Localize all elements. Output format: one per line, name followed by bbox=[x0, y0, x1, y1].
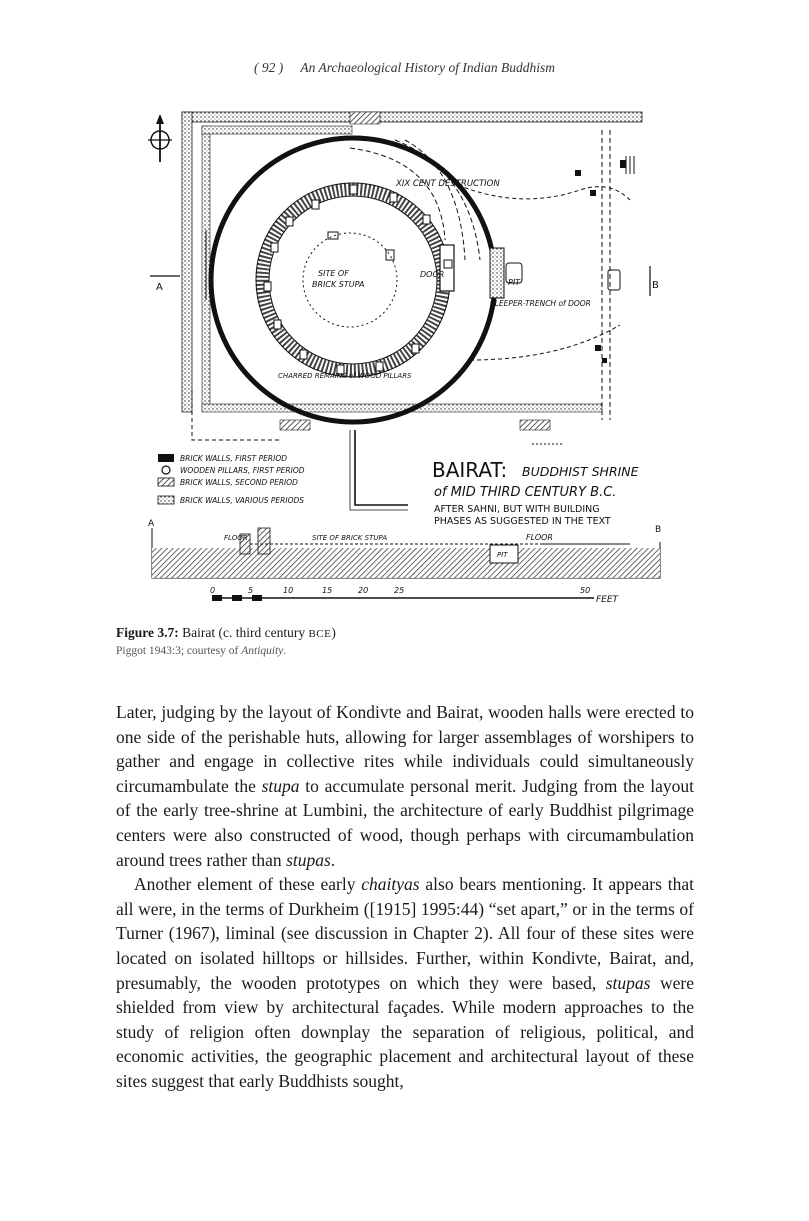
section-b-plan-label: B bbox=[652, 280, 659, 291]
credit-journal: Antiquity bbox=[241, 645, 284, 657]
pit-label: PIT bbox=[508, 278, 521, 287]
door-label: DOOR bbox=[420, 270, 445, 279]
caption-line bbox=[116, 624, 696, 643]
scale-tick-10: 10 bbox=[283, 586, 294, 595]
legend-label-2: BRICK WALLS, SECOND PERIOD bbox=[180, 478, 298, 487]
scale-tick-0: 0 bbox=[210, 586, 216, 595]
bairat-plan-figure bbox=[140, 100, 680, 612]
running-title: An Archaeological History of Indian Buddhism bbox=[300, 60, 555, 75]
legend-swatch-solid bbox=[158, 454, 174, 462]
page-number: ( 92 ) bbox=[254, 60, 284, 75]
p1-italic-stupa: stupa bbox=[261, 775, 300, 796]
scale-tick-25: 25 bbox=[394, 586, 405, 595]
section-stupa-site-label: SITE OF BRICK STUPA bbox=[312, 534, 388, 542]
stupa-site-label-1: SITE OF bbox=[318, 269, 349, 278]
section-a-label: A bbox=[148, 519, 155, 529]
north-arrow-icon bbox=[148, 114, 172, 162]
section-pit-label: PIT bbox=[497, 551, 508, 559]
scale-tick-20: 20 bbox=[358, 586, 369, 595]
scale-unit: FEET bbox=[596, 595, 619, 605]
figure-title-note1: AFTER SAHNI, BUT WITH BUILDING bbox=[434, 504, 600, 515]
p1-italic-stupas: stupas bbox=[286, 849, 331, 870]
charred-remains-label: CHARRED REMAINS of WOOD PILLARS bbox=[278, 372, 412, 380]
caption-era: BCE bbox=[308, 628, 332, 640]
p2-italic-stupas: stupas bbox=[605, 972, 651, 993]
credit-before: Piggot 1943:3; courtesy of bbox=[116, 645, 242, 657]
section-a-plan-label: A bbox=[156, 282, 163, 293]
body-text bbox=[116, 700, 694, 1094]
caption-credit bbox=[116, 643, 696, 659]
figure-title-note2: PHASES AS SUGGESTED IN THE TEXT bbox=[434, 516, 611, 527]
scale-bar bbox=[210, 586, 620, 605]
paragraph-2 bbox=[116, 872, 694, 1093]
stupa-site-label-2: BRICK STUPA bbox=[312, 280, 365, 289]
legend-label-1: WOODEN PILLARS, FIRST PERIOD bbox=[180, 466, 305, 475]
p2-text-c: were shielded from view by architectural façades. While modern approaches to the study of religion often downplay the separation of religious, political, and economic activities, the geographic placement and architectural layout of these sites suggest that early Buddhists sought, bbox=[116, 972, 694, 1091]
scale-tick-5: 5 bbox=[248, 586, 254, 595]
legend-label-0: BRICK WALLS, FIRST PERIOD bbox=[180, 454, 287, 463]
sleeper-trench-label: SLEEPER-TRENCH of DOOR bbox=[490, 299, 591, 308]
running-head bbox=[0, 60, 809, 76]
figure-caption bbox=[116, 624, 696, 659]
legend-swatch-dots bbox=[158, 496, 174, 504]
credit-after: . bbox=[283, 645, 287, 657]
p2-text-a: Another element of these early bbox=[134, 874, 362, 895]
destruction-label: XIX CENT DESTRUCTION bbox=[396, 179, 500, 189]
p1-text-a: Later, judging by the layout of Kondivte and Bairat, wooden halls were erected to one side of the perishable huts, allowing for larger assemblages of worshipers to gather and engage in collective rites while individuals could simultaneously circumambulate the bbox=[116, 702, 694, 796]
p2-text-b: also bears mentioning. It appears that all were, in the terms of Durkheim ([1915] 1995:44) “set apart,” or in the terms of Turner (1967), liminal (see discussion in Chapter 2). All four of these sites were located on isolated hilltops or hillsides. Further, within Kondivte, Bairat, and, presumably, the wooden prototypes on which they were based, bbox=[116, 874, 694, 993]
scale-tick-50: 50 bbox=[580, 586, 591, 595]
p1-text-c: . bbox=[330, 849, 336, 870]
section-floor-left-label: FLOOR bbox=[224, 534, 248, 542]
p2-italic-chaityas: chaityas bbox=[361, 874, 420, 895]
legend-label-3: BRICK WALLS, VARIOUS PERIODS bbox=[180, 496, 305, 505]
caption-label: Figure 3.7: bbox=[116, 625, 179, 640]
figure-title-sub2: of MID THIRD CENTURY B.C. bbox=[434, 485, 617, 500]
legend-swatch-hatch bbox=[158, 478, 174, 486]
caption-text-after: ) bbox=[331, 625, 336, 640]
section-b-label: B bbox=[655, 525, 662, 535]
scale-tick-15: 15 bbox=[322, 586, 333, 595]
figure-title-sub1: BUDDHIST SHRINE bbox=[522, 464, 639, 479]
section-floor-right-label: FLOOR bbox=[526, 533, 553, 542]
legend-swatch-circle bbox=[162, 466, 170, 474]
legend bbox=[158, 454, 305, 505]
p1-text-b: to accumulate personal merit. Judging from the layout of the early tree-shrine at Lumbini, the architecture of early Buddhist pilgrimage centers were also constructed of wood, though perhaps with circumambulation around trees rather than bbox=[116, 775, 694, 870]
caption-text-before: Bairat (c. third century bbox=[178, 625, 309, 640]
cross-section bbox=[148, 519, 661, 578]
paragraph-1 bbox=[116, 700, 694, 872]
figure-title-main: BAIRAT: bbox=[432, 458, 508, 482]
